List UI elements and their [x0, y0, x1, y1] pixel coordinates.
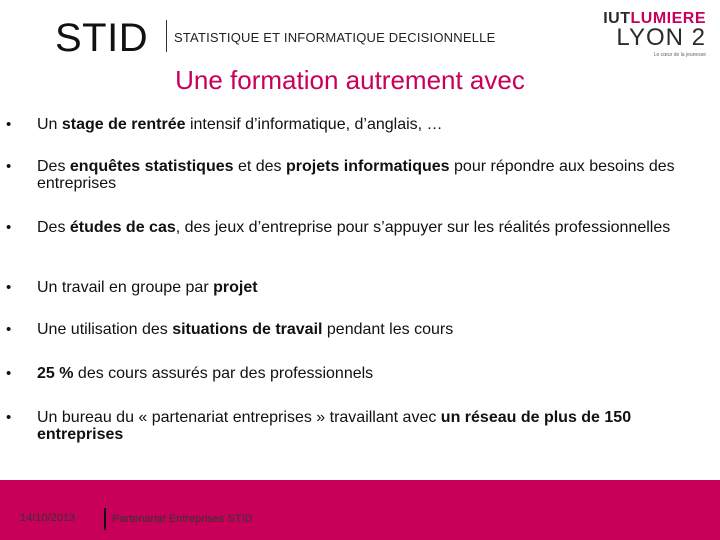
bullet-dot: • — [6, 219, 12, 236]
brand-subtitle: STATISTIQUE ET INFORMATIQUE DECISIONNELLE — [174, 30, 496, 45]
bullet-run: Une utilisation des — [37, 321, 173, 338]
bullet-text — [37, 409, 710, 443]
bullet-emphasis: projet — [213, 279, 258, 296]
bullet-text — [37, 219, 710, 236]
bullet-text — [37, 321, 710, 338]
bullet-run: , des jeux d’entreprise pour s’appuyer sur les réalités professionnelles — [175, 219, 671, 236]
bullet-dot: • — [6, 409, 12, 426]
bullet-run: Un — [37, 116, 62, 133]
bullet-run: pendant les cours — [322, 321, 454, 338]
bullet-text — [37, 116, 710, 133]
bullet-emphasis: projets informatiques — [286, 158, 450, 175]
iut-lumiere-lyon2-logo — [600, 10, 710, 58]
logo-lyon: LYON 2 — [616, 24, 706, 51]
bullet-emphasis: stage de rentrée — [61, 116, 186, 133]
bullet-run: Un bureau du « partenariat entreprises » travaillant avec — [37, 409, 441, 426]
bullet-emphasis: 25 % — [37, 365, 74, 382]
brand-divider — [166, 20, 167, 52]
bullet-run: Un travail en groupe par — [37, 279, 214, 296]
bullet-emphasis: études de cas — [69, 219, 176, 236]
bullet-dot: • — [6, 365, 12, 382]
bullet-text — [37, 279, 710, 296]
bullet-dot: • — [6, 116, 12, 133]
bullet-run: Des — [37, 158, 70, 175]
bullet-run: Des — [37, 219, 70, 236]
bullet-text — [37, 158, 710, 192]
footer-divider — [104, 508, 106, 530]
footer-date: 14/10/2013 — [20, 512, 76, 524]
bullet-text — [37, 365, 710, 382]
logo-tagline: Le cœur de la jeunesse — [653, 52, 706, 58]
footer-text: Partenariat Entreprises STID — [112, 513, 253, 525]
footer-bar — [0, 480, 720, 540]
slide-title: Une formation autrement avec — [175, 65, 525, 95]
logo-lumiere: LUMIERE — [630, 10, 706, 27]
bullet-emphasis: situations de travail — [172, 321, 323, 338]
bullet-emphasis: enquêtes statistiques — [69, 158, 234, 175]
bullet-dot: • — [6, 321, 12, 338]
bullet-run: pour répondre aux besoins des entreprises — [37, 158, 675, 192]
bullet-run: et des — [233, 158, 286, 175]
bullet-emphasis: un réseau de plus de 150 entreprises — [37, 409, 632, 443]
logo-iut: IUT — [603, 10, 631, 27]
bullet-dot: • — [6, 279, 12, 296]
bullet-run: des cours assurés par des professionnels — [73, 365, 374, 382]
bullet-dot: • — [6, 158, 12, 175]
brand-title: STID — [55, 16, 149, 60]
bullet-run: intensif d’informatique, d’anglais, … — [185, 116, 443, 133]
